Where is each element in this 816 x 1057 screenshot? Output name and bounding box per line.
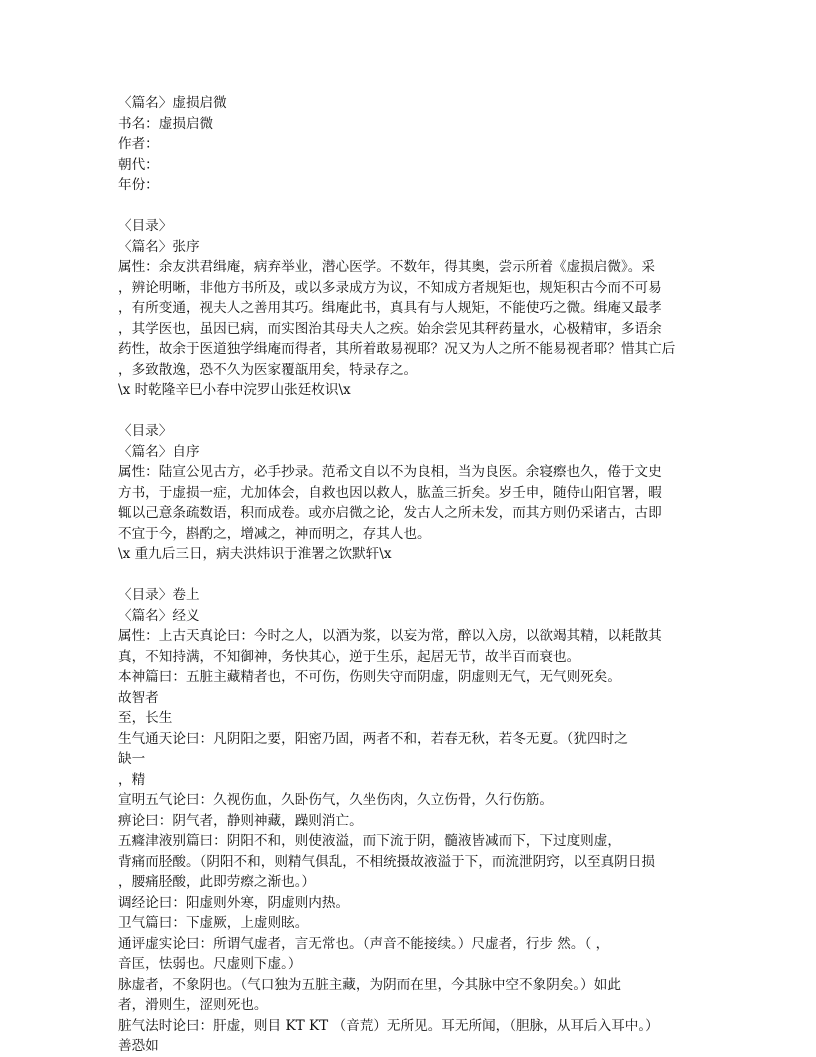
text-line: 辄以己意条疏数语，积而成卷。或亦启微之论，发古人之所未发，而其方则仍采诸古，古即 <box>118 505 662 521</box>
year-line: 年份： <box>118 177 159 193</box>
signature-line: \x 时乾隆辛巳小春中浣罗山张廷枚识\x <box>118 382 351 398</box>
spacer <box>118 401 698 422</box>
text-line: 卫气篇曰：下虚厥，上虚则眩。 <box>118 915 309 931</box>
text-line: 不宜于今，斟酌之，增减之，神而明之，存其人也。 <box>118 525 431 542</box>
title-line: 〈篇名〉虚损启微 <box>118 95 227 111</box>
text-line: 宣明五气论曰：久视伤血，久卧伤气，久坐伤肉，久立伤骨，久行伤筋。 <box>118 792 553 808</box>
text-line: 善恐如 <box>118 1038 159 1054</box>
author-line: 作者： <box>118 136 159 152</box>
text-line: 背痛而胫酸。（阴阳不和，则精气俱乱，不相统摄故液溢于下，而流泄阴窍，以至真阴日损 <box>118 853 655 870</box>
text-line: 属性：陆宣公见古方，必手抄录。范希文自以不为良相，当为良医。余寝瘵也久，倦于文史 <box>118 464 662 480</box>
text-line: 脏气法时论曰：肝虚，则目 KT KT （音荒）无所见。耳无所闻，（胆脉，从耳后入耳中。） <box>118 1017 659 1034</box>
section-title-classics: 〈篇名〉经义 <box>118 607 200 624</box>
document-page <box>118 93 698 1057</box>
text-line: ，腰痛胫酸，此即劳瘵之渐也。） <box>118 874 316 890</box>
toc-marker-volume: 〈目录〉卷上 <box>118 587 200 603</box>
text-line: ，精 <box>118 771 146 788</box>
text-line: 故智者 <box>118 689 159 706</box>
text-line: 脉虚者，不象阴也。（气口独为五脏主藏，为阴而在里，今其脉中空不象阴矣。）如此 <box>118 976 621 993</box>
book-name-line: 书名：虚损启微 <box>118 115 214 132</box>
toc-marker: 〈目录〉 <box>118 423 173 439</box>
text-line: ，有所变通，视夫人之善用其巧。缉庵此书，真具有与人规矩，不能使巧之微。缉庵又最孝 <box>118 300 662 316</box>
text-line: 五癃津液别篇曰：阴阳不和，则使液溢，而下流于阴，髓液皆减而下，下过度则虚， <box>118 833 621 849</box>
text-line: ，多致散逸，恐不久为医家覆瓿用矣，特录存之。 <box>118 361 418 378</box>
text-line: 痹论曰：阴气者，静则神藏，躁则消亡。 <box>118 812 363 829</box>
spacer <box>118 196 698 217</box>
text-line: 通评虚实论曰：所谓气虚者，言无常也。（声音不能接续。）尺虚者，行步 然。（ ， <box>118 935 610 952</box>
text-line: 者，滑则生，涩则死也。 <box>118 997 268 1013</box>
text-line: 药性，故余于医道独学缉庵而得者，其所着敢易视耶？况又为人之所不能易视者耶？惜其亡后 <box>118 341 676 357</box>
dynasty-line: 朝代： <box>118 156 159 173</box>
signature-line: \x 重九后三日，病夫洪炜识于淮署之饮默轩\x <box>118 546 392 562</box>
text-line: 本神篇曰：五脏主藏精者也，不可伤，伤则失守而阴虚，阴虚则无气，无气则死矣。 <box>118 669 621 685</box>
text-line: 属性：上古天真论曰：今时之人，以酒为浆，以妄为常，醉以入房，以欲竭其精，以耗散其 <box>118 628 662 644</box>
text-line: 生气通天论曰：凡阴阳之要，阳密乃固，两者不和，若春无秋，若冬无夏。（犹四时之 <box>118 730 628 747</box>
text-line: 属性：余友洪君缉庵，病弃举业，潜心医学。不数年，得其奥，尝示所着《虚损启微》。采 <box>118 259 655 275</box>
text-line: 音匡，怯弱也。尺虚则下虚。） <box>118 956 302 972</box>
text-line: ，辨论明晰，非他方书所及，或以多录成方为议，不知成方者规矩也，规矩积古今而不可易 <box>118 279 662 296</box>
spacer <box>118 565 698 586</box>
text-line: 缺一 <box>118 751 146 767</box>
text-line: 真，不知持满，不知御神，务快其心，逆于生乐，起居无节，故半百而衰也。 <box>118 648 581 665</box>
text-line: ，其学医也，虽因已病，而实图治其母夫人之疾。始余尝见其秤药量水，心极精审，多语余 <box>118 320 662 337</box>
section-title-author-preface: 〈篇名〉自序 <box>118 443 200 460</box>
toc-marker: 〈目录〉 <box>118 218 173 234</box>
section-title-zhang-preface: 〈篇名〉张序 <box>118 238 200 255</box>
text-line: 至，长生 <box>118 710 173 726</box>
text-line: 方书，于虚损一症，尤加体会，自救也因以救人，肱盖三折矣。岁壬申，随侍山阳官署，暇 <box>118 484 662 501</box>
text-line: 调经论曰：阳虚则外寒，阴虚则内热。 <box>118 894 350 911</box>
